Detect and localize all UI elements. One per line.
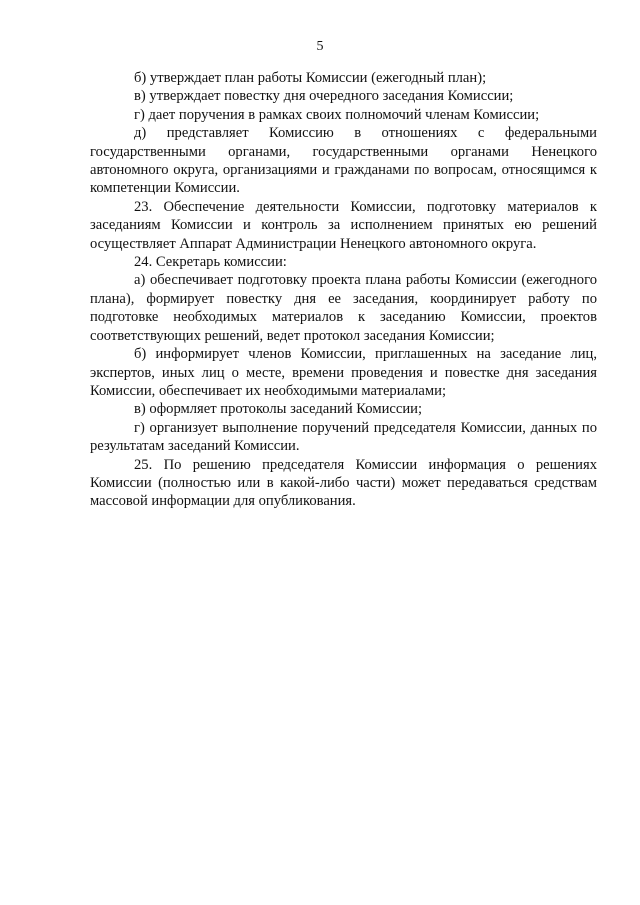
paragraph-secretary-protocols: в) оформляет протоколы заседаний Комиссии;: [134, 401, 423, 418]
paragraph-represent-commission: д) представляет Комиссию в отношениях с федеральными государственными органами, государственными органами Ненецкого автономного округа, организациями и гражданами по вопросам, относящимся к компетенции Комиссии.: [90, 125, 597, 197]
document-body: [90, 69, 597, 511]
paragraph-give-instructions: г) дает поручения в рамках своих полномочий членам Комиссии;: [134, 106, 540, 123]
paragraph-secretary-inform: б) информирует членов Комиссии, приглашенных на заседание лиц, экспертов, иных лиц о месте, времени проведения и повестке дня заседания Комиссии, обеспечивает их необходимыми материалами;: [90, 346, 597, 399]
paragraph-approve-plan: б) утверждает план работы Комиссии (ежегодный план);: [134, 70, 487, 86]
paragraph-secretary-plan: а) обеспечивает подготовку проекта плана работы Комиссии (ежегодного плана), формирует повестку дня ее заседания, координирует работу по подготовке необходимых материалов к заседанию Комиссии, проектов соответствующих решений, ведет протокол заседания Комиссии;: [90, 272, 597, 344]
page-number: 5: [316, 39, 324, 54]
paragraph-item-25: 25. По решению председателя Комиссии информация о решениях Комиссии (полностью или в какой-либо части) может передаваться средствам массовой информации для опубликования.: [90, 456, 597, 510]
paragraph-approve-agenda: в) утверждает повестку дня очередного заседания Комиссии;: [134, 88, 514, 105]
paragraph-secretary-execution: г) организует выполнение поручений председателя Комиссии, данных по результатам заседаний Комиссии.: [90, 419, 597, 455]
paragraph-item-24: 24. Секретарь комиссии:: [134, 254, 287, 271]
paragraph-item-23: 23. Обеспечение деятельности Комиссии, подготовку материалов к заседаниям Комиссии и контроль за исполнением принятых ею решений осуществляет Аппарат Администрации Ненецкого автономного округа.: [90, 198, 597, 252]
